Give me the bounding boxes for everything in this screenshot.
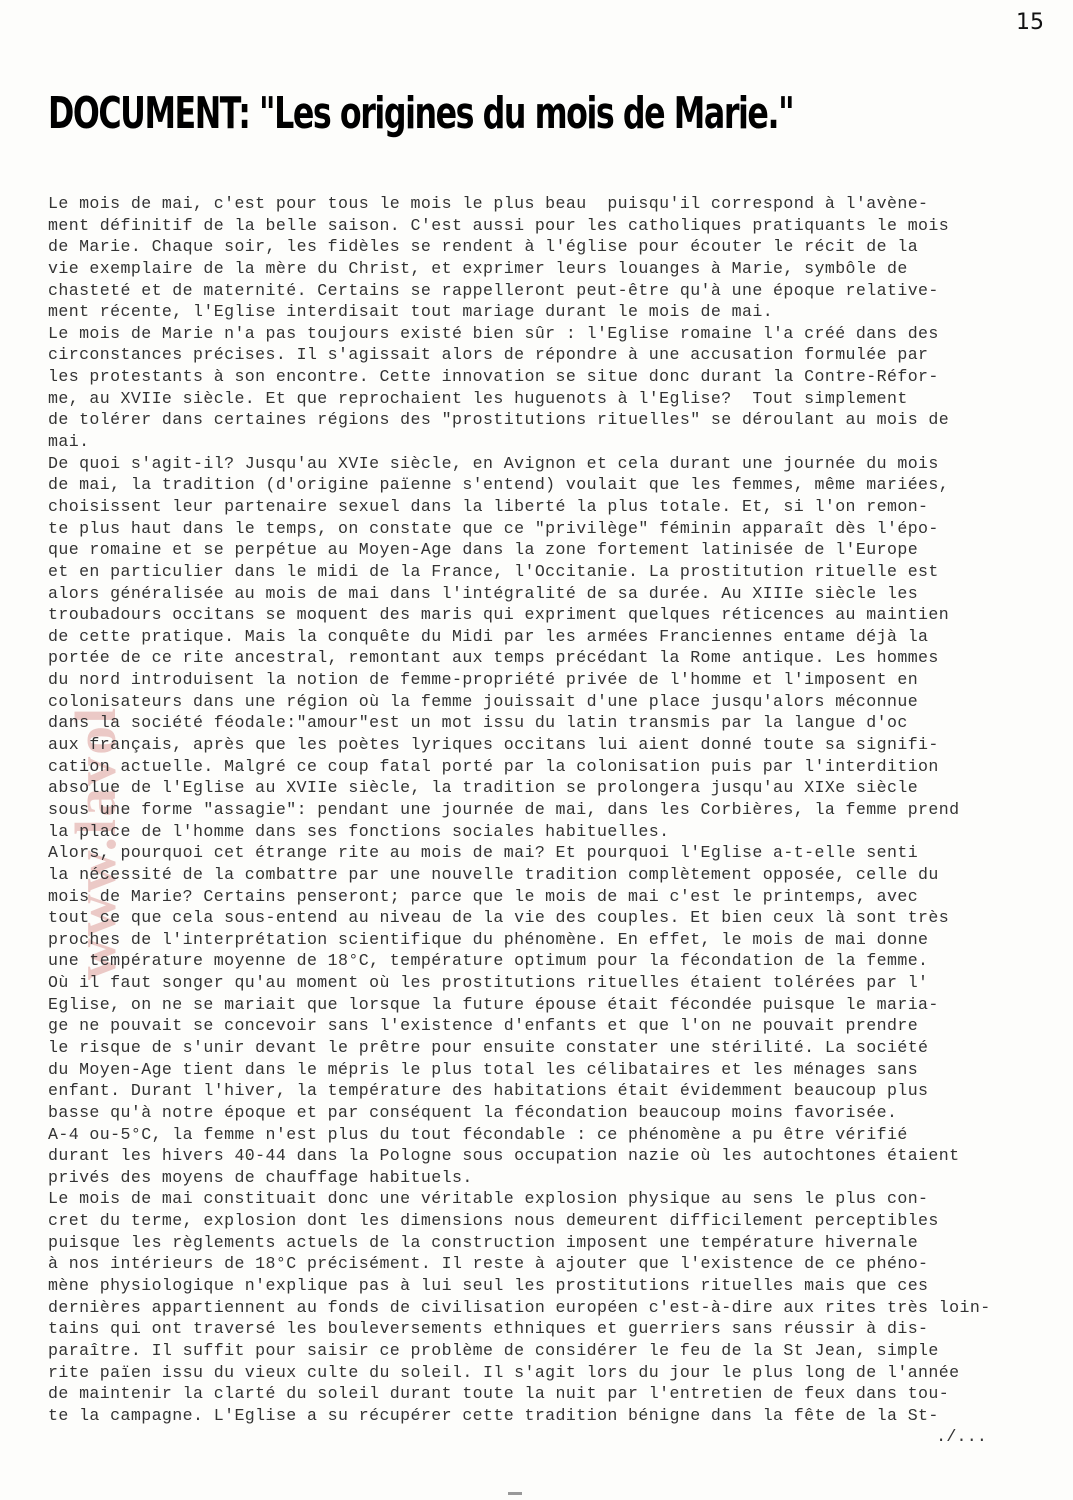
text-line: dans la société féodale:"amour"est un mot issu du latin transmis par la langue d'oc (48, 713, 908, 733)
watermark-text: www.lavol (63, 705, 128, 980)
text-line: rite païen issu du vieux culte du soleil. Il s'agit lors du jour le plus long de l'année (48, 1362, 960, 1382)
page-bottom-mark (508, 1492, 522, 1495)
text-line: Où il faut songer qu'au moment où les prostitutions rituelles étaient tolérées par l' (48, 973, 929, 993)
article-body (48, 193, 1048, 1427)
text-line: proches de l'interprétation scientifique du phénomène. En effet, le mois de mai donne (48, 929, 929, 949)
continuation-mark: ./... (936, 1428, 988, 1447)
text-line: les protestants à son encontre. Cette innovation se situe donc durant la Contre-Réfor- (48, 367, 939, 387)
text-line: une température moyenne de 18°C, température optimum pour la fécondation de la femme. (48, 951, 929, 971)
text-line: chasteté et de maternité. Certains se rappelleront peut-être qu'à une époque relative- (48, 280, 939, 300)
text-line: de Marie. Chaque soir, les fidèles se rendent à l'église pour écouter le récit de la (48, 237, 919, 257)
document-title: DOCUMENT: "Les origines du mois de Marie." (48, 88, 794, 139)
text-line: de mai, la tradition (d'origine païenne s'entend) voulait que les femmes, même mariées, (48, 475, 950, 495)
text-line: sous une forme "assagie": pendant une journée de mai, dans les Corbières, la femme prend (48, 799, 960, 819)
text-line: ment récente, l'Eglise interdisait tout mariage durant le mois de mai. (48, 302, 774, 322)
text-line: Le mois de mai, c'est pour tous le mois le plus beau puisqu'il correspond à l'avène- (48, 194, 929, 213)
text-line: cret du terme, explosion dont les dimensions nous demeurent difficilement perceptibles (48, 1211, 939, 1231)
text-line: colonisateurs dans une région où la femme jouissait d'une place jusqu'alors méconnue (48, 691, 919, 711)
text-line: troubadours occitans se moquent des maris qui expriment quelques réticences au maintien (48, 605, 950, 625)
text-line: Alors, pourquoi cet étrange rite au mois de mai? Et pourquoi l'Eglise a-t-elle senti (48, 843, 919, 863)
text-line: Le mois de Marie n'a pas toujours existé bien sûr : l'Eglise romaine l'a créé dans des (48, 323, 939, 343)
text-line: me, au XVIIe siècle. Et que reprochaient les huguenots à l'Eglise? Tout simplement (48, 388, 908, 408)
text-line: Le mois de mai constituait donc une véritable explosion physique au sens le plus con- (48, 1189, 929, 1209)
text-line: mois de Marie? Certains penseront; parce que le mois de mai c'est le printemps, avec (48, 886, 919, 906)
text-line: enfant. Durant l'hiver, la température des habitations était évidemment beaucoup plus (48, 1081, 929, 1101)
text-line: mai. (48, 432, 90, 452)
text-line: ge ne pouvait se concevoir sans l'existence d'enfants et que l'on ne pouvait prendre (48, 1016, 919, 1036)
text-line: mène physiologique n'explique pas à lui seul les prostitutions rituelles mais que ces (48, 1276, 929, 1296)
text-line: cation actuelle. Malgré ce coup fatal porté par la colonisation puis par l'interdition (48, 756, 939, 776)
text-line: tout ce que cela sous-entend au niveau de la vie des couples. Et bien ceux là sont très (48, 908, 950, 928)
text-line: du nord introduisent la notion de femme-propriété privée de l'homme et l'imposent en (48, 670, 919, 690)
text-line: te la campagne. L'Eglise a su récupérer cette tradition bénigne dans la fête de la St- (48, 1405, 939, 1425)
text-line: ment définitif de la belle saison. C'est aussi pour les catholiques pratiquants le mois (48, 215, 950, 235)
text-line: de tolérer dans certaines régions des "prostitutions rituelles" se déroulant au mois de (48, 410, 950, 430)
text-line: basse qu'à notre époque et par conséquent la fécondation beaucoup moins favorisée. (48, 1102, 898, 1122)
text-line: de cette pratique. Mais la conquête du Midi par les armées Franciennes entame déjà la (48, 626, 929, 646)
text-line: portée de ce rite ancestral, remontant aux temps précédant la Rome antique. Les hommes (48, 648, 939, 668)
text-line: de maintenir la clarté du soleil durant toute la nuit par l'entretien de feux dans tou- (48, 1384, 950, 1404)
text-line: te plus haut dans le temps, on constate que ce "privilège" féminin apparaît dès l'épo- (48, 518, 939, 538)
text-line: le risque de s'unir devant le prêtre pour ensuite constater une stérilité. La société (48, 1037, 929, 1057)
text-line: que romaine et se perpétue au Moyen-Age dans la zone fortement latinisée de l'Europe (48, 540, 919, 560)
text-line: tains qui ont traversé les bouleversements ethniques et guerriers sans réussir à dis- (48, 1319, 929, 1339)
text-line: privés des moyens de chauffage habituels. (48, 1167, 473, 1187)
text-line: A-4 ou-5°C, la femme n'est plus du tout fécondable : ce phénomène a pu être vérifié (48, 1124, 908, 1144)
text-line: Eglise, on ne se mariait que lorsque la future épouse était fécondée puisque le maria- (48, 994, 939, 1014)
text-line: alors généralisée au mois de mai dans l'intégralité de sa durée. Au XIIIe siècle les (48, 583, 919, 603)
text-line: durant les hivers 40-44 dans la Pologne sous occupation nazie où les autochtones étaient (48, 1146, 960, 1166)
text-line: la place de l'homme dans ses fonctions sociales habituelles. (48, 821, 670, 841)
text-line: et en particulier dans le midi de la France, l'Occitanie. La prostitution rituelle est (48, 561, 939, 581)
text-line: choisissent leur partenaire sexuel dans la liberté la plus totale. Et, si l'on remon- (48, 496, 929, 516)
text-line: dernières appartiennent au fonds de civilisation européen c'est-à-dire aux rites très loin- (48, 1297, 991, 1317)
text-line: à nos intérieurs de 18°C précisément. Il reste à ajouter que l'existence de ce phéno- (48, 1254, 929, 1274)
text-line: du Moyen-Age tient dans le mépris le plus total les célibataires et les ménages sans (48, 1059, 919, 1079)
text-line: puisque les règlements actuels de la construction imposent une température hivernale (48, 1232, 919, 1252)
text-line: aux français, après que les poètes lyriques occitans lui aient donné toute sa signifi- (48, 735, 939, 755)
text-line: la nécessité de la combattre par une nouvelle tradition complètement opposée, celle du (48, 864, 939, 884)
text-line: circonstances précises. Il s'agissait alors de répondre à une accusation formulée par (48, 345, 929, 365)
text-line: absolue de l'Eglise au XVIIe siècle, la tradition se prolongera jusqu'au XIXe siècle (48, 778, 919, 798)
page-number: 15 (1016, 10, 1044, 35)
text-line: De quoi s'agit-il? Jusqu'au XVIe siècle, en Avignon et cela durant une journée du mois (48, 453, 939, 473)
text-line: paraître. Il suffit pour saisir ce problème de considérer le feu de la St Jean, simple (48, 1340, 939, 1360)
text-line: vie exemplaire de la mère du Christ, et exprimer leurs louanges à Marie, symbôle de (48, 258, 908, 278)
